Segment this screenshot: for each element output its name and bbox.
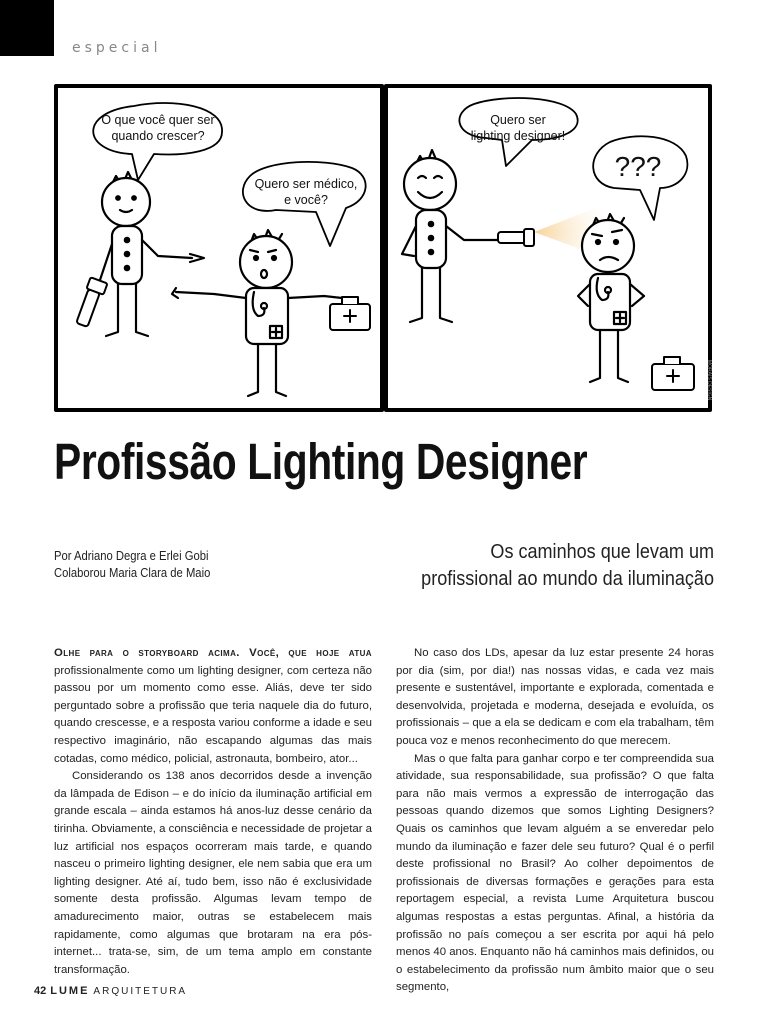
bubble-1-line-1: O que você quer ser: [101, 113, 215, 127]
bubble-2-line-1: Quero ser médico,: [254, 177, 358, 191]
bubble-2-line-2: e você?: [284, 193, 328, 207]
paragraph-1-text: profissionalmente como um lighting designer, com certeza não passou por um momento como esse. Aliás, deve ter sido perguntado sobre a profissão que teria naquele dia do futuro, quando crescesse, e a resposta variou conforme a idade e seu respectivo imaginário, não escapando algumas das mais cotadas, como médico, policial, astronauta, bombeiro, ator...: [54, 664, 372, 765]
page-footer: [34, 985, 187, 997]
bubble-3-line-2: lighting designer!: [470, 129, 566, 143]
subtitle-line-1: Os caminhos que levam um: [490, 540, 714, 563]
lead-in: Olhe para o storyboard acima. Você, que hoje atua: [54, 647, 372, 659]
footer-brand-suffix: ARQUITETURA: [93, 985, 188, 997]
paragraph-3: No caso dos LDs, apesar da luz estar presente 24 horas por dia (sim, por dia!) nas nossas vidas, e cada vez mais presente e sustentável, importante e explorada, comentada e desenvolvida, projetada e moderna, desejada e evoluída, os profissionais – que a ela se dedicam e com ela trabalham, têm pouca voz e menos reconhecimento do que merecem.: [396, 647, 714, 747]
illustration-credit: MORAIS DESIGN: [706, 360, 712, 401]
bubble-1-line-2: quando crescer?: [111, 129, 205, 143]
flashlight-on-icon: [498, 229, 534, 246]
bubble-3-line-1: Quero ser: [490, 113, 546, 127]
paragraph-1: [54, 645, 372, 768]
byline-collaborator: Colaborou Maria Clara de Maio: [54, 566, 211, 580]
article-title: Profissão Lighting Designer: [54, 433, 588, 490]
body-column-right: [396, 645, 714, 997]
bubble-4-text: ???: [614, 151, 662, 182]
article-subtitle: [380, 538, 714, 592]
paragraph-4: Mas o que falta para ganhar corpo e ter compreendida sua atividade, sua responsabilidade, sua profissão? O que falta para não mais vermos a expressão de interrogação das pessoas quando dizemos que somos Lighting Designers? Quais os caminhos que levam alguém a se enveredar pelo mundo da iluminação e fazer dele seu futuro? Qual é o perfil deste profissional no Brasil? Ao colher depoimentos de profissionais de diversas formações e gerações para esta reportagem especial, a revista Lume Arquitetura buscou algumas respostas a estas perguntas. Afinal, a história da profissão no país começou a ser escrita por aqui há pelo menos 40 anos. Enquanto não há caminhos mais definidos, ou o estabelecimento da profissão num âmbito maior que o seu segmento,: [396, 752, 714, 994]
byline-authors: Por Adriano Degra e Erlei Gobi: [54, 549, 209, 563]
byline: [54, 548, 210, 582]
subtitle-line-2: profissional ao mundo da iluminação: [421, 567, 714, 590]
section-label: especial: [72, 40, 162, 56]
footer-brand: LUME: [50, 985, 90, 997]
corner-block: [0, 0, 54, 56]
page-number: 42: [34, 985, 47, 997]
body-column-left: [54, 645, 372, 979]
comic-strip: [54, 84, 712, 412]
paragraph-2: Considerando os 138 anos decorridos desde a invenção da lâmpada de Edison – e do início da iluminação artificial em grande escala – ainda estamos há anos-luz desse cenário da tirinha. Obviamente, a consciência e necessidade de projetar a luz artificial nos espaços ocorreram mais tarde, e quando nasceu o primeiro lighting designer, ele nem sabia que era um lighting designer. Até aí, tudo bem, isso não é exclusividade somente desta profissão. Algumas levam tempo de amadurecimento maior, outras se estabelecem mais rapidamente, como algumas que brotaram na era pós-internet... trata-se, sim, de um tema amplo em constante transformação.: [54, 770, 372, 976]
